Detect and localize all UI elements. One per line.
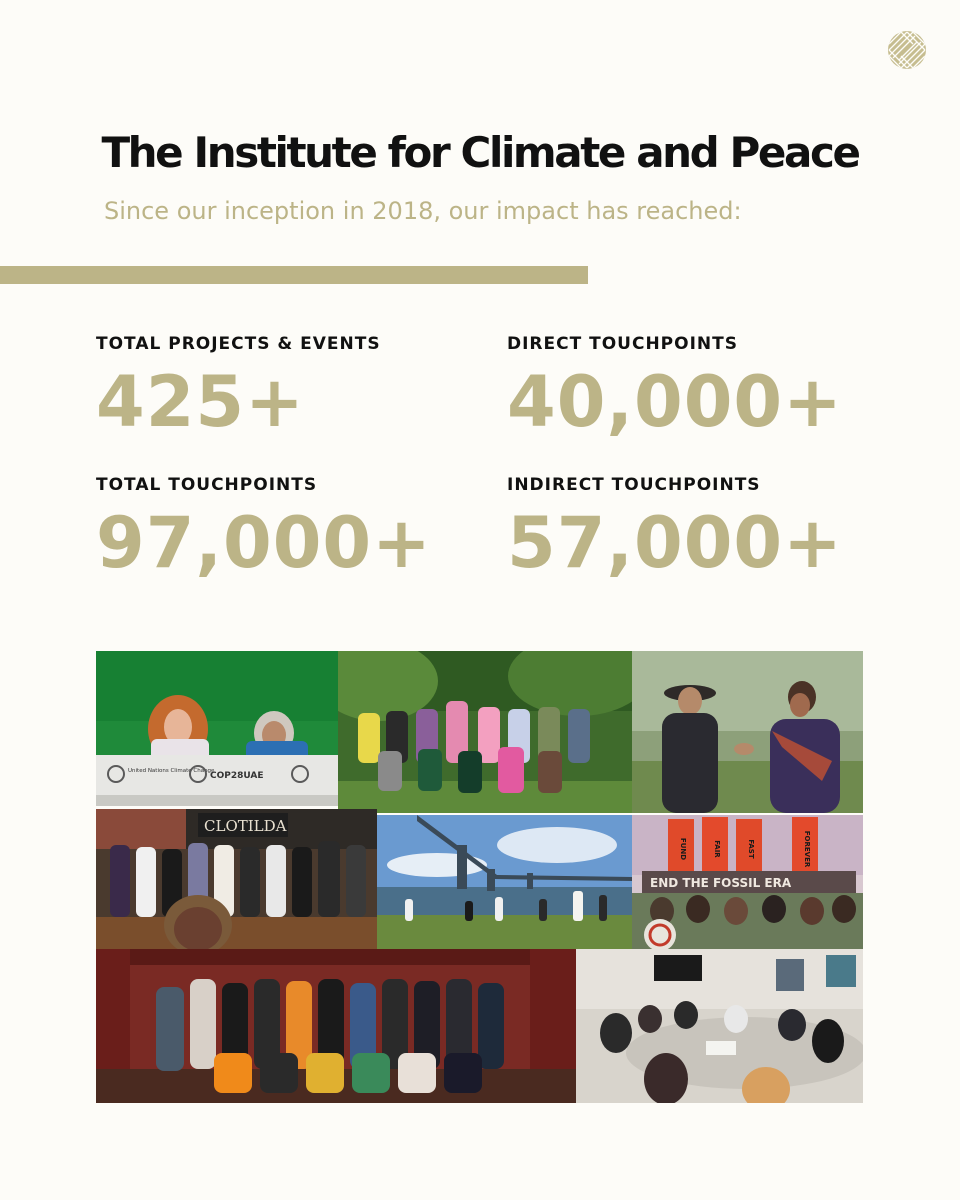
stat-label-direct-touchpoints: DIRECT TOUCHPOINTS	[507, 334, 738, 354]
stat-value-direct-touchpoints: 40,000+	[507, 361, 843, 443]
photo-two-women	[632, 651, 863, 813]
stat-label-total-touchpoints: TOTAL TOUCHPOINTS	[96, 475, 318, 495]
banner-fast: FAST	[747, 839, 755, 859]
photo-collage	[96, 651, 863, 1103]
banner-fair: FAIR	[713, 840, 721, 858]
sign-clotilda: CLOTILDA	[204, 817, 287, 835]
photo-group-forest	[338, 651, 632, 813]
banner-fund: FUND	[679, 837, 687, 861]
stat-label-total-projects: TOTAL PROJECTS & EVENTS	[96, 334, 381, 354]
stat-value-total-projects: 425+	[96, 361, 305, 443]
stat-value-indirect-touchpoints: 57,000+	[507, 502, 843, 584]
logo-icon	[887, 30, 927, 70]
photo-meeting-room	[576, 949, 863, 1103]
photo-clotilda-group	[96, 809, 377, 949]
page-subtitle: Since our inception in 2018, our impact has reached:	[104, 197, 742, 225]
banner-forever: FOREVER	[803, 830, 811, 868]
stat-value-total-touchpoints: 97,000+	[96, 502, 432, 584]
page-title: The Institute for Climate and Peace	[101, 128, 859, 177]
photo-marae-group	[96, 949, 576, 1103]
sign-cop28: COP28UAE	[210, 771, 264, 781]
sign-unfccc: United Nations Climate Change	[128, 768, 215, 774]
photo-cop28-panel	[96, 651, 338, 806]
accent-divider	[0, 266, 588, 284]
photo-bridge-water	[377, 815, 632, 949]
photo-protest-banners	[632, 815, 863, 949]
stat-label-indirect-touchpoints: INDIRECT TOUCHPOINTS	[507, 475, 761, 495]
sign-end-fossil-era: END THE FOSSIL ERA	[650, 876, 792, 890]
